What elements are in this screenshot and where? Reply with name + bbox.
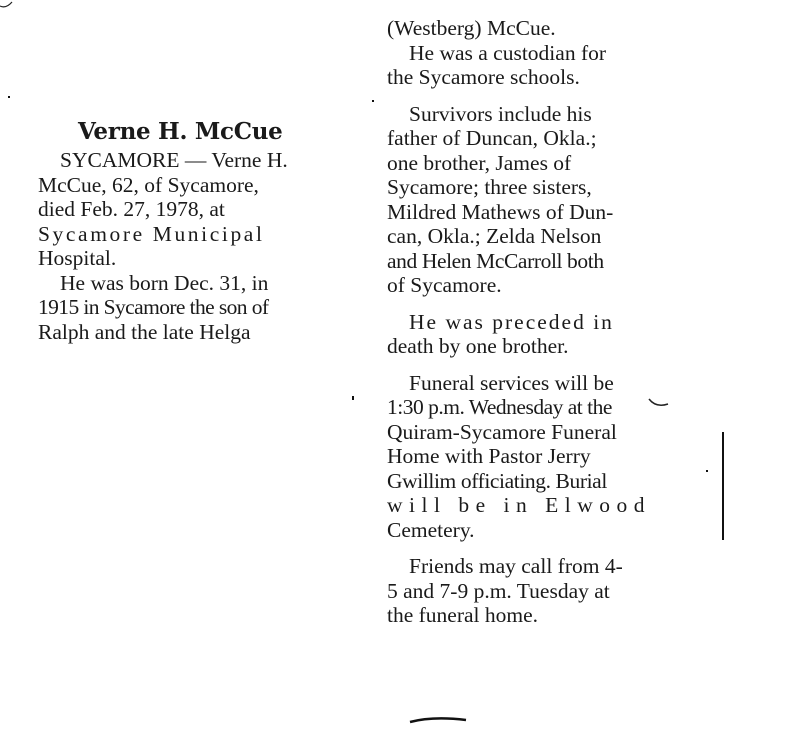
text-line: Survivors include his [409, 101, 592, 126]
paragraph-preceded [387, 310, 695, 359]
text-line: Mildred Mathews of Dun- [387, 199, 614, 224]
text-line: and Helen McCarroll both [387, 248, 604, 273]
text-line: Sycamore Municipal [38, 221, 265, 246]
text-line: Cemetery. [387, 517, 475, 542]
text-line: He was born Dec. 31, in [60, 270, 269, 295]
scan-mark-dot [8, 96, 10, 98]
paragraph-gap [387, 90, 695, 102]
text-line: SYCAMORE — Verne H. [60, 148, 288, 172]
text-line: one brother, James of [387, 150, 572, 175]
paragraph-gap [387, 359, 695, 371]
left-column [38, 118, 338, 344]
scan-mark-dot [372, 100, 374, 102]
paragraph-occupation [387, 41, 695, 90]
text-line: (Westberg) McCue. [387, 16, 556, 40]
scan-mark-right-rule [722, 432, 724, 540]
text-line: McCue, 62, of Sycamore, [38, 172, 259, 197]
text-line: will be in Elwood [387, 493, 651, 517]
scan-mark-corner [0, 0, 14, 10]
right-column [387, 16, 695, 628]
text-line: the funeral home. [387, 603, 539, 627]
paragraph-gap [387, 542, 695, 554]
paragraph-birth [38, 271, 338, 345]
paragraph-gap [387, 298, 695, 310]
scan-mark-tick [648, 396, 670, 410]
text-line: Home with Pastor Jerry [387, 444, 591, 468]
scan-mark-dot [706, 470, 708, 472]
text-line: Ralph and the late Helga [38, 319, 251, 344]
text-line: 1915 in Sycamore the son of [38, 295, 269, 319]
text-line: Sycamore; three sisters, [387, 175, 592, 199]
text-line: can, Okla.; Zelda Nelson [387, 224, 602, 248]
text-line: 1:30 p.m. Wednesday at the [387, 395, 612, 419]
text-line: 5 and 7-9 p.m. Tuesday at [387, 578, 610, 603]
text-line: Hospital. [38, 246, 117, 270]
obituary-headline: Verne H. McCue [78, 118, 283, 145]
text-line: He was preceded in [409, 309, 614, 334]
text-line: Friends may call from 4- [409, 554, 623, 578]
text-line: the Sycamore schools. [387, 65, 580, 89]
paragraph-intro [38, 148, 338, 271]
text-line: He was a custodian for [409, 40, 607, 65]
text-line: death by one brother. [387, 334, 569, 358]
text-line: died Feb. 27, 1978, at [38, 197, 225, 221]
paragraph-visitation [387, 554, 695, 628]
paragraph-survivors [387, 102, 695, 298]
scan-mark-dot [352, 396, 354, 400]
text-line: of Sycamore. [387, 273, 502, 297]
text-line: Quiram-Sycamore Funeral [387, 419, 617, 444]
text-line: father of Duncan, Okla.; [387, 126, 597, 150]
scan-mark-bottom-swoosh [408, 712, 468, 726]
text-line: Funeral services will be [409, 370, 614, 395]
text-line: Gwillim officiating. Burial [387, 468, 607, 493]
paragraph-birth-continued [387, 16, 695, 41]
